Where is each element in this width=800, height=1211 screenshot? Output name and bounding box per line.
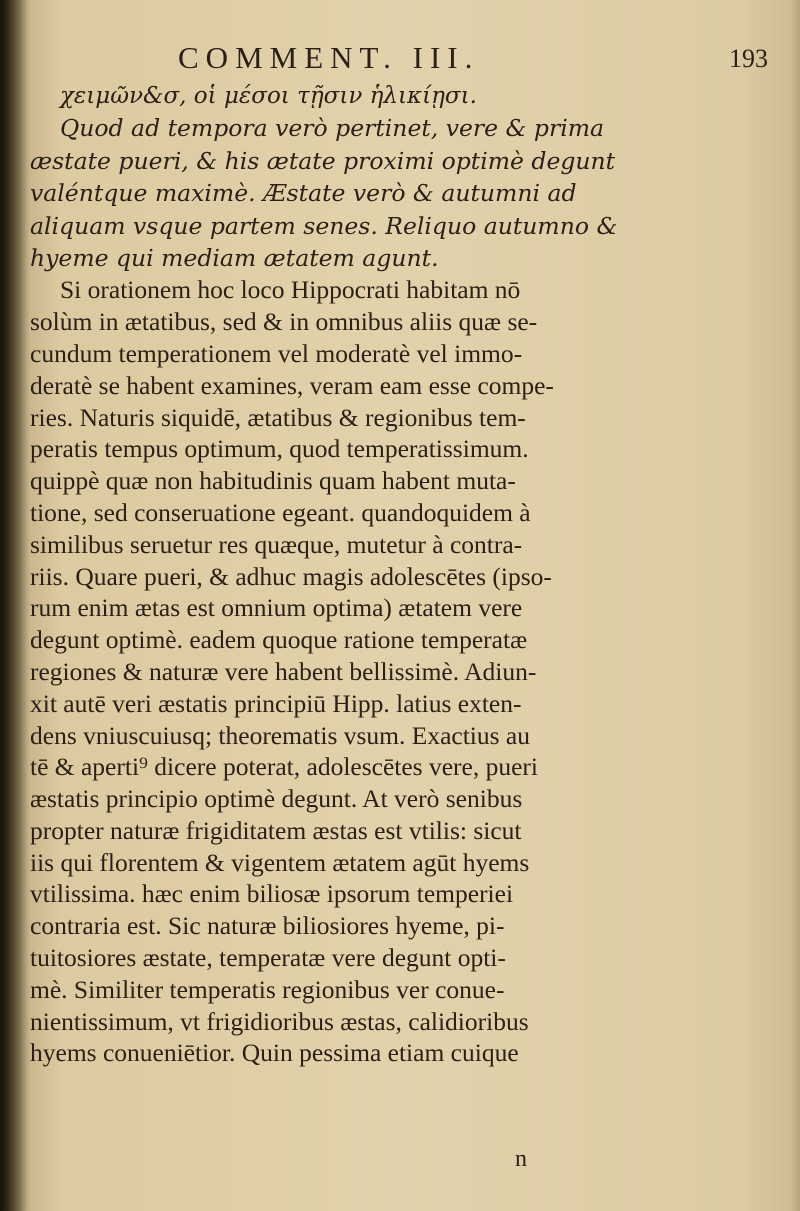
text-line: tione, sed conseruatione egeant. quandoquidem à	[30, 497, 531, 527]
text-line: propter naturæ frigiditatem æstas est vtilis: sicut	[30, 815, 522, 845]
text-line: æstatis principio optimè degunt. At verò senibus	[30, 784, 523, 814]
page-number: 193	[729, 44, 768, 73]
greek-line: χειμῶν&σ, οἱ μέσοι τῇσιν ἡλικίῃσι.	[60, 83, 477, 109]
text-line: degunt optimè. eadem quoque ratione temperatæ	[30, 625, 528, 655]
text-line: contraria est. Sic naturæ biliosiores hyeme, pi-	[30, 911, 505, 941]
italic-line: æstate pueri, & his ætate proximi optimè degunt	[30, 146, 616, 175]
text-block	[30, 80, 630, 1069]
text-line: tē & aperti⁹ dicere poterat, adolescētes vere, pueri	[30, 752, 539, 782]
page-header	[178, 40, 768, 80]
commentary-paragraph	[30, 274, 630, 1069]
italic-line: valéntque maximè. Æstate verò & autumni ad	[30, 179, 577, 208]
text-line: ries. Naturis siquidē, ætatibus & regionibus tem-	[30, 402, 526, 432]
text-line: rum enim ætas est omnium optima) ætatem vere	[30, 593, 523, 623]
text-line: Si orationem hoc loco Hippocrati habitam nō	[60, 275, 521, 305]
italic-line: Quod ad tempora verò pertinet, vere & prima	[60, 114, 604, 143]
text-line: regiones & naturæ vere habent bellissimè. Adiun-	[30, 656, 537, 686]
italic-line: hyeme qui mediam ætatem agunt.	[30, 243, 439, 272]
text-line: solùm in ætatibus, sed & in omnibus aliis quæ se-	[30, 307, 538, 337]
text-line: iis qui florentem & vigentem ætatem agūt hyems	[30, 847, 530, 877]
catchword: n	[515, 1146, 527, 1172]
text-line: xit autē veri æstatis principiū Hipp. latius exten-	[30, 688, 522, 718]
text-line: riis. Quare pueri, & adhuc magis adolescētes (ipso-	[30, 561, 552, 591]
text-line: tuitosiores æstate, temperatæ vere degunt opti-	[30, 943, 506, 973]
text-line: quippè quæ non habitudinis quam habent muta-	[30, 466, 516, 496]
text-line: cundum temperationem vel moderatè vel immo-	[30, 338, 523, 368]
text-line: deratè se habent examines, veram eam esse compe-	[30, 370, 554, 400]
text-line: dens vniuscuiusq; theorematis vsum. Exactius au	[30, 720, 531, 750]
gutter-shadow	[0, 0, 30, 1211]
text-line: nientissimum, vt frigidioribus æstas, calidioribus	[30, 1006, 529, 1036]
italic-line: aliquam vsque partem senes. Reliquo autumno &	[30, 211, 618, 240]
italic-passage	[30, 112, 630, 274]
running-head: COMMENT. III.	[178, 40, 480, 75]
text-line: similibus seruetur res quæque, mutetur à contra-	[30, 529, 523, 559]
text-line: peratis tempus optimum, quod temperatissimum.	[30, 434, 529, 464]
text-line: hyems conueniētior. Quin pessima etiam cuique	[30, 1038, 519, 1068]
text-line: vtilissima. hæc enim biliosæ ipsorum temperiei	[30, 879, 514, 909]
text-line: mè. Similiter temperatis regionibus ver conue-	[30, 974, 505, 1004]
